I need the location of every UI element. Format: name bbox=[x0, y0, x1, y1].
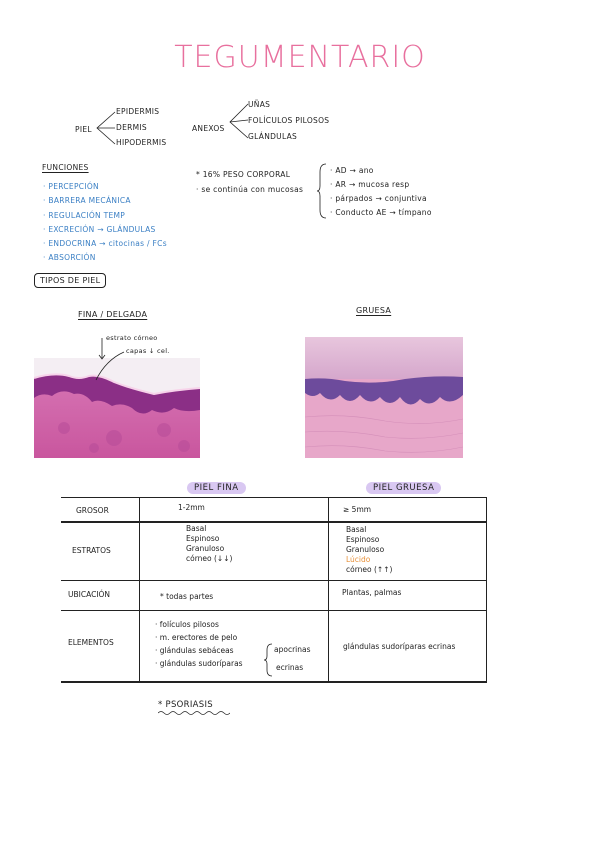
cell-gruesa: glándulas sudoríparas ecrinas bbox=[343, 642, 456, 651]
estrato-item: Granuloso bbox=[346, 545, 385, 554]
cell-gruesa: Plantas, palmas bbox=[342, 588, 402, 597]
funciones-heading: FUNCIONES bbox=[42, 163, 89, 172]
sub-apocrinas: apocrinas bbox=[274, 645, 311, 654]
row-label-elementos: ELEMENTOS bbox=[68, 638, 114, 647]
cell-fina bbox=[186, 524, 232, 564]
estrato-item: Basal bbox=[346, 525, 367, 534]
gruesa-heading: GRUESA bbox=[356, 306, 392, 315]
glandulas-brace bbox=[264, 642, 274, 678]
fact-peso: * 16% PESO CORPORAL bbox=[196, 170, 291, 179]
mucosa-item: · AD → ano bbox=[330, 166, 374, 175]
sub-ecrinas: ecrinas bbox=[276, 663, 304, 672]
footnote-psoriasis: * PSORIASIS bbox=[158, 700, 213, 710]
elemento-item: · m. erectores de pelo bbox=[155, 633, 238, 642]
mucosa-item: · AR → mucosa resp bbox=[330, 180, 410, 189]
wavy-underline bbox=[158, 710, 230, 716]
table-line bbox=[139, 497, 140, 682]
funciones-list bbox=[43, 181, 167, 267]
elemento-item: · glándulas sudoríparas bbox=[155, 659, 243, 668]
table-line bbox=[61, 681, 487, 683]
anexos-item-unas: UÑAS bbox=[248, 100, 271, 109]
funcion-item: · PERCEPCIÓN bbox=[43, 182, 99, 191]
cell-fina bbox=[155, 618, 243, 670]
piel-label: PIEL bbox=[75, 125, 92, 134]
elemento-item: · glándulas sebáceas bbox=[155, 646, 234, 655]
annotation-arrows bbox=[76, 336, 126, 386]
funcion-item: · EXCRECIÓN → GLÁNDULAS bbox=[43, 224, 156, 234]
annotation-estrato: estrato córneo bbox=[106, 334, 158, 342]
table-line bbox=[486, 497, 487, 682]
piel-layer-dermis: DERMIS bbox=[116, 123, 147, 132]
funcion-item: · BARRERA MECÁNICA bbox=[43, 196, 131, 206]
page-title: TEGUMENTARIO bbox=[174, 40, 426, 75]
piel-layer-hipodermis: HIPODERMIS bbox=[116, 138, 167, 147]
estrato-item: córneo (↓↓) bbox=[186, 554, 233, 563]
anexos-item-glandulas: GLÁNDULAS bbox=[248, 132, 298, 141]
mucosa-item: · Conducto AE → tímpano bbox=[330, 208, 432, 217]
funcion-item: · ABSORCIÓN bbox=[43, 253, 96, 263]
funcion-item: · ENDOCRINA → citocinas / FCs bbox=[43, 239, 167, 249]
table-line bbox=[61, 497, 487, 498]
thick-skin-micrograph bbox=[305, 337, 463, 458]
piel-bracket bbox=[93, 108, 118, 148]
mucosas-brace bbox=[316, 162, 328, 220]
estrato-item: Granuloso bbox=[186, 544, 225, 553]
cell-gruesa bbox=[346, 525, 392, 575]
tipos-heading: TIPOS DE PIEL bbox=[34, 273, 106, 288]
table-line bbox=[61, 521, 487, 523]
annotation-capas: capas ↓ cel. bbox=[126, 347, 170, 355]
cell-gruesa: ≥ 5mm bbox=[343, 505, 372, 514]
row-label-estratos: ESTRATOS bbox=[72, 546, 111, 555]
estrato-item-lucido: Lúcido bbox=[346, 555, 371, 564]
col-header-fina: PIEL FINA bbox=[187, 482, 246, 494]
fina-heading: FINA / DELGADA bbox=[78, 310, 148, 319]
table-line bbox=[61, 610, 487, 611]
table-line bbox=[328, 497, 329, 682]
estrato-item: córneo (↑↑) bbox=[346, 565, 393, 574]
estrato-item: Espinoso bbox=[346, 535, 380, 544]
mucosas-list bbox=[330, 164, 432, 220]
funcion-item: · REGULACIÓN TEMP bbox=[43, 210, 126, 220]
cell-fina: 1-2mm bbox=[178, 503, 205, 512]
col-header-gruesa: PIEL GRUESA bbox=[366, 482, 441, 494]
table-line bbox=[61, 580, 487, 581]
row-label-grosor: GROSOR bbox=[76, 506, 109, 515]
mucosa-item: · párpados → conjuntiva bbox=[330, 194, 427, 203]
fact-mucosas: · se continúa con mucosas bbox=[196, 185, 304, 194]
elemento-item: · folículos pilosos bbox=[155, 620, 219, 629]
estrato-item: Espinoso bbox=[186, 534, 220, 543]
cell-fina: * todas partes bbox=[160, 592, 214, 601]
anexos-item-foliculos: FOLÍCULOS PILOSOS bbox=[248, 116, 330, 125]
row-label-ubicacion: UBICACIÓN bbox=[68, 590, 111, 599]
anexos-label: ANEXOS bbox=[192, 124, 225, 133]
piel-layer-epidermis: EPIDERMIS bbox=[116, 107, 160, 116]
estrato-item: Basal bbox=[186, 524, 207, 533]
